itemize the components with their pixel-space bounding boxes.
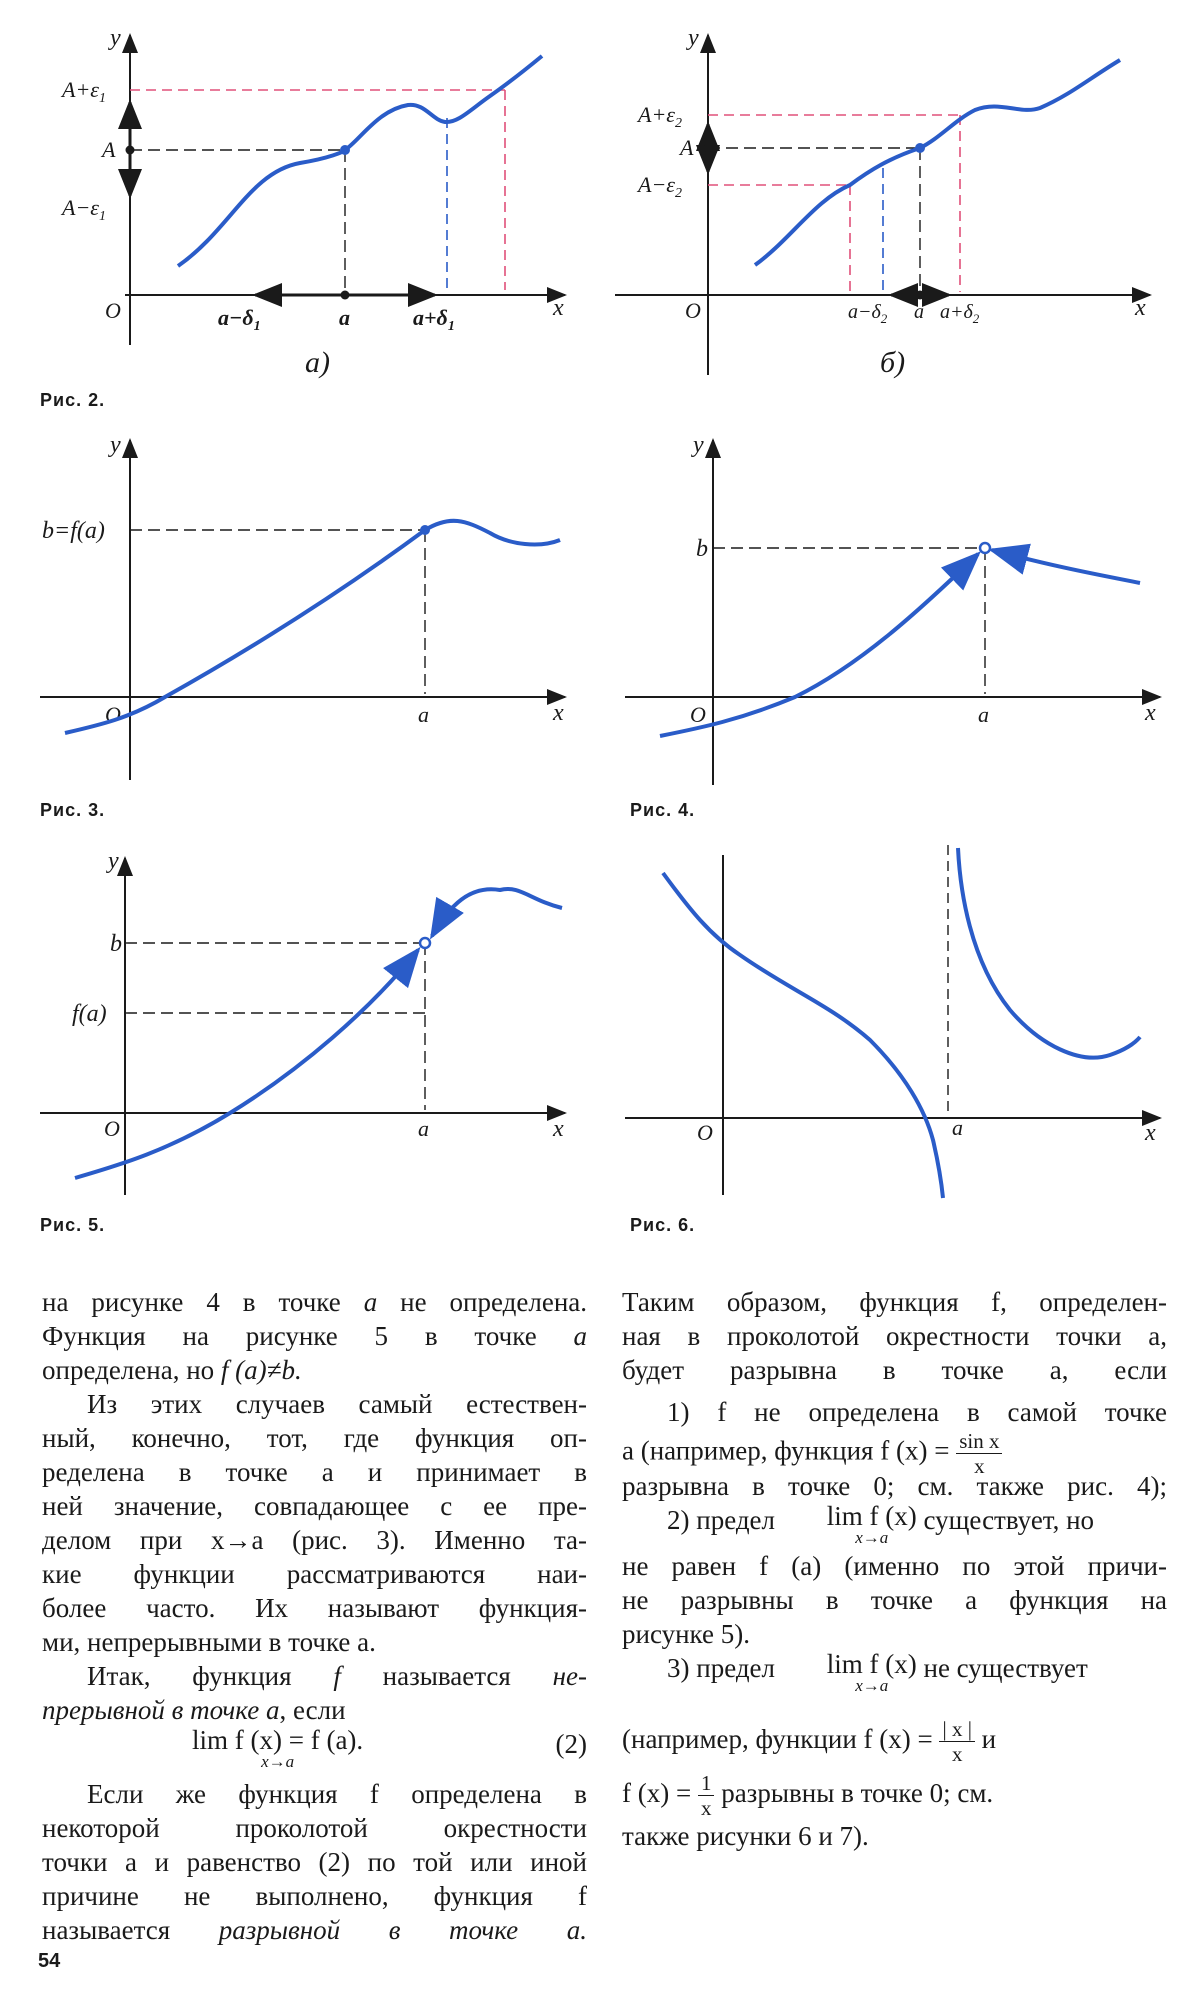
- x-axis-label: x: [553, 295, 564, 321]
- expression: f (a)≠b.: [220, 1355, 302, 1385]
- paragraph-line: разрывна в точке 0; см. также рис. 4);: [622, 1471, 1167, 1501]
- text: не существует: [916, 1653, 1088, 1683]
- x-axis-label: x: [553, 700, 564, 726]
- text: , если: [279, 1695, 346, 1725]
- y-axis-label: y: [110, 25, 121, 51]
- paragraph-line: точки a и равенство (2) по той или иной: [42, 1847, 587, 1877]
- paragraph-line: также рисунки 6 и 7).: [622, 1821, 869, 1851]
- paragraph-line: будет разрывна в точке a, если: [622, 1355, 1167, 1385]
- left-branch-curve: [660, 554, 978, 736]
- panel-label-a: a): [305, 346, 330, 379]
- origin-label: O: [697, 1120, 713, 1145]
- list-item-1: 1) f не определена в самой точке: [667, 1397, 1167, 1427]
- text: a (например, функция f (x) =: [622, 1435, 957, 1466]
- figure-6: [625, 845, 1160, 1198]
- text: lim f (x) = f (a).: [192, 1725, 364, 1755]
- caption-fig-6: Рис. 6.: [630, 1215, 696, 1235]
- label-a-point: a: [339, 305, 350, 330]
- var: a: [573, 1321, 587, 1351]
- text: lim f (x): [826, 1501, 917, 1531]
- label-a-point: a: [914, 301, 924, 323]
- text: называется: [340, 1661, 553, 1691]
- left-branch-curve: [75, 950, 418, 1178]
- text: Итак, функция: [87, 1661, 334, 1691]
- emphasis: прерывной в точке a: [42, 1695, 280, 1725]
- limit-expression: [782, 1503, 917, 1547]
- y-axis-label: y: [688, 25, 699, 51]
- label-b-equals-fa: b=f(a): [42, 518, 105, 544]
- x-axis-label: x: [1145, 1120, 1156, 1146]
- function-curve: [755, 60, 1120, 265]
- y-axis-label: y: [108, 848, 119, 874]
- text: разрывны в точке 0; см.: [714, 1778, 994, 1808]
- text: f (x) =: [622, 1778, 698, 1808]
- paragraph-line: рисунке 5).: [622, 1619, 750, 1649]
- figure-2b: [615, 25, 1150, 379]
- paragraph-line: более часто. Их называют функция-: [42, 1593, 587, 1623]
- text: существует, но: [916, 1505, 1095, 1535]
- paragraph-line: [42, 1659, 587, 1693]
- label-a: A: [102, 137, 116, 162]
- figure-4: [625, 432, 1160, 785]
- text: lim f (x): [826, 1649, 917, 1679]
- formula-body: [192, 1727, 363, 1771]
- paragraph-line: [42, 1353, 587, 1387]
- paragraph-line: Из этих случаев самый естествен-: [87, 1389, 587, 1419]
- panel-label-b: б): [880, 346, 906, 379]
- paragraph-line: некоторой проколотой окрестности: [42, 1813, 587, 1843]
- text: не определена.: [377, 1287, 587, 1317]
- label-a-plus-delta1: $a+\delta_1$: [413, 305, 455, 334]
- list-item-3: [622, 1651, 1167, 1711]
- label-a-point: a: [418, 702, 429, 727]
- limit-subscript: x→a: [261, 1752, 295, 1771]
- a-point-on-x-axis: [341, 291, 350, 300]
- limit-expression: [192, 1727, 363, 1771]
- paragraph-line: ный, конечно, тот, где функция оп-: [42, 1423, 587, 1453]
- limit-point: [340, 145, 350, 155]
- paragraph-line: кие функции рассматриваются наи-: [42, 1559, 587, 1589]
- text: 2) предел: [667, 1505, 782, 1535]
- text: (например, функции f (x) =: [622, 1724, 940, 1754]
- label-a-point: a: [978, 702, 989, 727]
- paragraph-line: ми, непрерывными в точке a.: [42, 1627, 376, 1657]
- emphasis: не-: [552, 1661, 587, 1691]
- label-a-plus-eps1: $A+\varepsilon_1$: [62, 77, 106, 106]
- label-b: b: [696, 536, 708, 562]
- denominator: x: [974, 1454, 985, 1478]
- label-a-minus-delta1: $a-\delta_1$: [218, 305, 261, 334]
- emphasis: разрывной в точке a.: [218, 1915, 587, 1945]
- right-branch-curve: [432, 889, 562, 936]
- paragraph-line: не равен f (a) (именно по этой причи-: [622, 1551, 1167, 1581]
- continuity-point: [420, 525, 430, 535]
- denominator: x: [951, 1742, 963, 1767]
- figure-2a: [60, 25, 565, 379]
- denominator: x: [700, 1796, 712, 1821]
- list-item-2: [622, 1503, 1167, 1549]
- paragraph-line: делом при x→a (рис. 3). Именно та-: [42, 1525, 587, 1555]
- text: 3) предел: [667, 1653, 782, 1683]
- y-axis-label: y: [693, 432, 704, 458]
- label-a-minus-delta2: $a-\delta_2$: [848, 301, 888, 326]
- numerator: | x |: [939, 1717, 974, 1742]
- paragraph-line: причине не выполнено, функция f: [42, 1881, 587, 1911]
- text: называется: [42, 1915, 219, 1945]
- paragraph-line: ная в проколотой окрестности точки a,: [622, 1321, 1167, 1351]
- list-item-1-example: [622, 1429, 1167, 1478]
- fraction-one-over-x: [698, 1771, 715, 1820]
- x-axis-label: x: [1145, 700, 1156, 726]
- right-text-column: [622, 1285, 1167, 1853]
- paragraph-line: не разрывны в точке a функция на: [622, 1585, 1167, 1615]
- label-a-point: a: [418, 1116, 429, 1141]
- paragraph-natural-case: [42, 1387, 587, 1659]
- x-axis-label: x: [553, 1116, 564, 1142]
- right-branch-curve: [958, 848, 1140, 1058]
- caption-fig-3: Рис. 3.: [40, 800, 106, 820]
- paragraph-line: [42, 1319, 587, 1353]
- a-point-on-axis: [126, 146, 135, 155]
- hole-point: [980, 543, 990, 553]
- paragraph-line: Если же функция f определена в: [87, 1779, 587, 1809]
- paragraph-line: ределена в точке a и принимает в: [42, 1457, 587, 1487]
- function-curve: [65, 521, 560, 733]
- hole-point: [420, 938, 430, 948]
- caption-fig-5: Рис. 5.: [40, 1215, 106, 1235]
- paragraph-line: ней значение, совпадающее с ее пре-: [42, 1491, 587, 1521]
- a-point-on-axis: [704, 144, 713, 153]
- formula-2: [42, 1727, 587, 1771]
- var: a: [363, 1287, 378, 1317]
- label-b: b: [110, 931, 122, 957]
- limit-point: [915, 143, 925, 153]
- origin-label: O: [105, 298, 121, 323]
- y-axis-label: y: [110, 432, 121, 458]
- paragraph-line: [42, 1693, 587, 1727]
- origin-label: O: [685, 298, 701, 323]
- left-text-column: [42, 1285, 587, 1947]
- origin-label: O: [690, 702, 706, 727]
- var: f: [333, 1661, 341, 1691]
- equation-number: (2): [555, 1729, 587, 1759]
- limit-subscript: x→a: [855, 1676, 889, 1695]
- fraction-abs-x-over-x: [939, 1717, 974, 1766]
- page-number: 54: [38, 1950, 61, 1972]
- paragraph-discontinuous: [42, 1777, 587, 1947]
- text: на рисунке 4 в точке: [42, 1287, 364, 1317]
- label-a-minus-eps2: $A-\varepsilon_2$: [638, 172, 682, 201]
- paragraph-line: Таким образом, функция f, определен-: [622, 1287, 1167, 1317]
- origin-label: O: [104, 1116, 120, 1141]
- numerator: sin x: [956, 1429, 1002, 1454]
- figure-3: [40, 432, 565, 780]
- label-a-plus-eps2: $A+\varepsilon_2$: [638, 102, 682, 131]
- text: определена, но: [42, 1355, 221, 1385]
- paragraph-line: [42, 1285, 587, 1319]
- label-fa: f(a): [72, 1001, 107, 1027]
- label-a: A: [680, 135, 694, 160]
- x-axis-label: x: [1135, 295, 1146, 321]
- text: и: [974, 1724, 997, 1754]
- function-curve: [178, 56, 542, 266]
- right-branch-curve: [992, 550, 1140, 583]
- paragraph-line: [42, 1913, 587, 1947]
- label-a-minus-eps1: $A-\varepsilon_1$: [62, 195, 106, 224]
- list-item-3-example-2: [622, 1767, 1167, 1819]
- figure-5: [40, 848, 565, 1195]
- label-a-plus-delta2: $a+\delta_2$: [940, 301, 980, 326]
- a-point-on-x-axis: [916, 291, 925, 300]
- origin-label: O: [105, 702, 121, 727]
- limit-expression: [782, 1651, 917, 1695]
- limit-subscript: x→a: [855, 1528, 889, 1547]
- caption-fig-4: Рис. 4.: [630, 800, 696, 820]
- left-branch-curve: [663, 873, 943, 1198]
- numerator: 1: [698, 1771, 715, 1796]
- text: Функция на рисунке 5 в точке: [42, 1321, 574, 1351]
- caption-fig-2: Рис. 2.: [40, 390, 106, 410]
- list-item-3-example: [622, 1711, 1167, 1767]
- label-a-point: a: [952, 1115, 963, 1140]
